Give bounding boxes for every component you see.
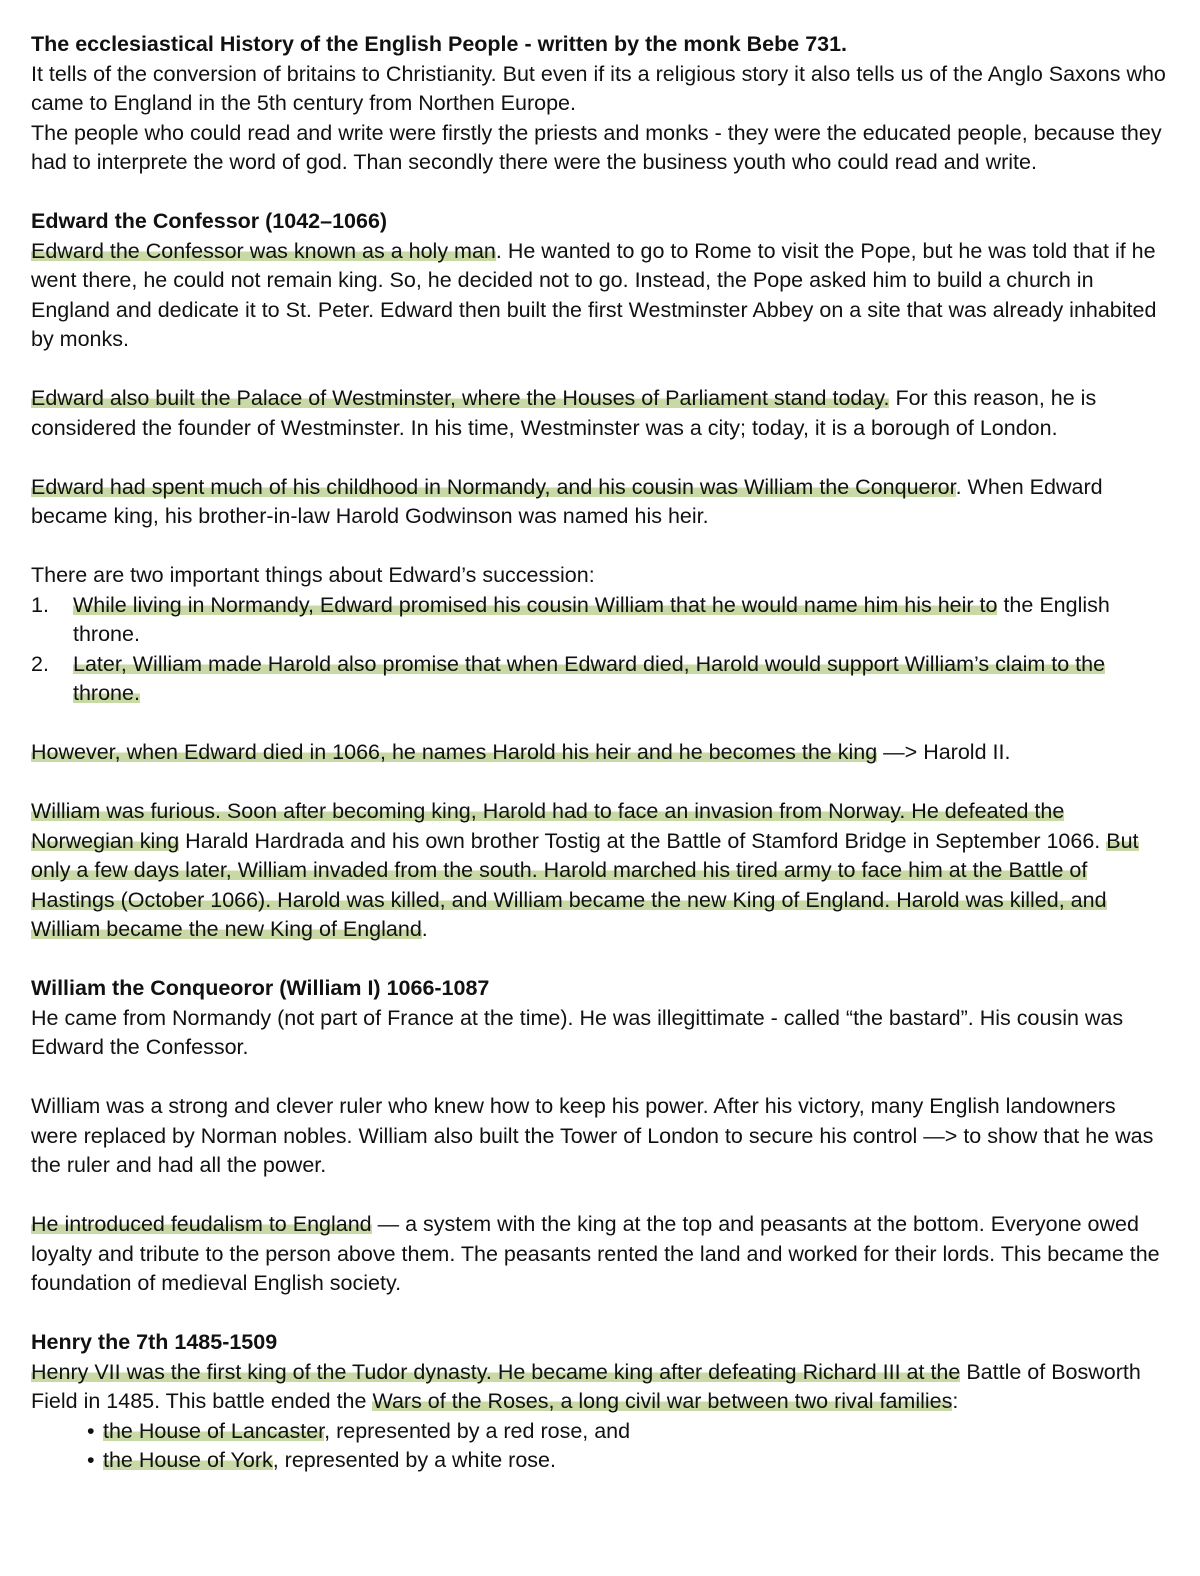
william-paragraph-2: William was a strong and clever ruler who knew how to keep his power. After his victory, many English landowners were replaced by Norman nobles. William also built the Tower of London to secure his control —> to show that he was the ruler and had all the power.	[31, 1094, 1154, 1177]
bullet: •	[87, 1448, 95, 1472]
spacer	[31, 355, 1166, 385]
houses-list	[31, 1417, 1166, 1476]
highlight: the House of York	[103, 1448, 273, 1472]
william-paragraph-1: He came from Normandy (not part of France at the time). He was illegittimate - called “the bastard”. His cousin was Edward the Confessor.	[31, 1005, 1124, 1059]
edward-paragraph-5	[31, 738, 1166, 768]
highlight: William was furious. Soon after becoming king, Harold had to face an invasion from Norway. He defeated the Norwegian king	[31, 799, 1065, 853]
highlight: But only a few days later, William invaded from the south. Harold marched his tired army to face him at the Battle of Hastings (October 1066). Harold was killed, and William became the new King of England. Harold was killed, and William became the new King of England	[31, 828, 1139, 941]
spacer	[31, 1063, 1166, 1093]
edward-heading: Edward the Confessor (1042–1066)	[31, 209, 388, 233]
henry-heading: Henry the 7th 1485-1509	[31, 1330, 278, 1354]
text: , represented by a red rose, and	[324, 1418, 631, 1443]
list-item	[31, 650, 1166, 709]
bede-heading: The ecclesiastical History of the English People - written by the monk Bebe 731.	[31, 32, 848, 56]
highlight: Wars of the Roses, a long civil war between two rival families	[372, 1389, 953, 1413]
edward-paragraph-1	[31, 237, 1166, 355]
highlight: the House of Lancaster	[103, 1418, 325, 1443]
text: :	[952, 1389, 959, 1413]
succession-list	[31, 591, 1166, 709]
list-item	[87, 1446, 1166, 1476]
text: —> Harold II.	[877, 740, 1011, 764]
highlight: While living in Normandy, Edward promised his cousin William that he would name him his heir to	[73, 592, 998, 617]
william-heading: William the Conqueoror (William I) 1066-1087	[31, 976, 490, 1000]
text: the English throne.	[73, 592, 1110, 646]
edward-paragraph-2	[31, 384, 1166, 443]
edward-paragraph-3	[31, 473, 1166, 532]
text: Battle of Bosworth Field in 1485. This battle ended the	[31, 1359, 1141, 1413]
highlight: Edward had spent much of his childhood in Normandy, and his cousin was William the Conqueror	[31, 474, 956, 499]
text: . When Edward became king, his brother-in-law Harold Godwinson was named his heir.	[31, 474, 1103, 528]
highlight: He introduced feudalism to England	[31, 1212, 372, 1236]
list-item	[31, 591, 1166, 650]
bullet: •	[87, 1418, 95, 1443]
text: For this reason, he is considered the founder of Westminster. In his time, Westminster was a city; today, it is a borough of London.	[31, 386, 1097, 440]
text: — a system with the king at the top and peasants at the bottom. Everyone owed loyalty and tribute to the person above them. The peasants rented the land and worked for their lords. This became the foundation of medieval English society.	[31, 1212, 1160, 1295]
edward-paragraph-6	[31, 797, 1166, 945]
list-number: 1.	[31, 592, 49, 617]
highlight: However, when Edward died in 1066, he names Harold his heir and he becomes the king	[31, 740, 878, 764]
spacer	[31, 443, 1166, 473]
spacer	[31, 178, 1166, 208]
spacer	[31, 532, 1166, 562]
bede-paragraph-1: It tells of the conversion of britains to Christianity. But even if its a religious story it also tells us of the Anglo Saxons who came to England in the 5th century from Northen Europe.	[31, 61, 1166, 115]
bede-paragraph-2: The people who could read and write were firstly the priests and monks - they were the educated people, because they had to interprete the word of god. Than secondly there were the business youth who could read and write.	[31, 120, 1162, 174]
spacer	[31, 945, 1166, 975]
highlight: Later, William made Harold also promise that when Edward died, Harold would support William’s claim to the throne.	[73, 651, 1106, 705]
text: Harald Hardrada and his own brother Tostig at the Battle of Stamford Bridge in September 1066.	[179, 828, 1107, 853]
william-paragraph-3	[31, 1210, 1166, 1299]
highlight: Edward the Confessor was known as a holy man	[31, 238, 496, 263]
list-item	[87, 1417, 1166, 1447]
text: , represented by a white rose.	[272, 1448, 556, 1472]
spacer	[31, 709, 1166, 739]
highlight: Henry VII was the first king of the Tudor dynasty. He became king after defeating Richard III at the	[31, 1359, 961, 1384]
list-number: 2.	[31, 651, 49, 676]
highlight: Edward also built the Palace of Westminster, where the Houses of Parliament stand today.	[31, 386, 890, 410]
spacer	[31, 1299, 1166, 1329]
text: .	[421, 917, 428, 941]
spacer	[31, 1181, 1166, 1211]
text: . He wanted to go to Rome to visit the Pope, but he was told that if he went there, he could not remain king. So, he decided not to go. Instead, the Pope asked him to build a church in England and dedicate it to St. Peter. Edward then built the first Westminster Abbey on a site that was already inhabited by monks.	[31, 238, 1157, 351]
spacer	[31, 768, 1166, 798]
succession-intro: There are two important things about Edward’s succession:	[31, 563, 595, 587]
henry-paragraph-1	[31, 1358, 1166, 1417]
